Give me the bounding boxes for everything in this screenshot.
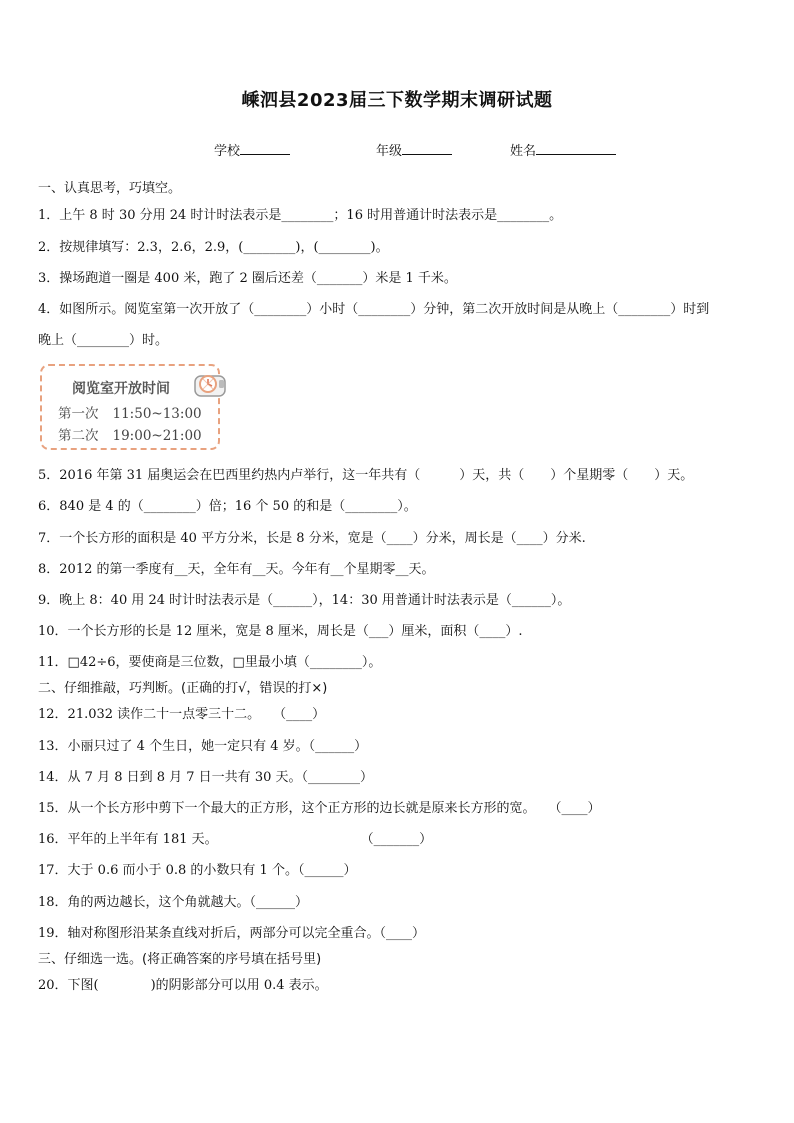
schedule-title: 阅览室开放时间 bbox=[72, 381, 170, 397]
question-12: 12．21.032 读作二十一点零三十二。 （____） bbox=[38, 707, 326, 722]
section-heading-3: 三、仔细选一选。(将正确答案的序号填在括号里) bbox=[38, 952, 322, 967]
question-18: 18．角的两边越长，这个角就越大。（______） bbox=[38, 895, 309, 910]
question-10: 10．一个长方形的长是 12 厘米，宽是 8 厘米，周长是（___）厘米，面积（____）. bbox=[38, 624, 523, 639]
question-13: 13．小丽只过了 4 个生日，她一定只有 4 岁。（______） bbox=[38, 739, 368, 754]
school-field bbox=[214, 140, 290, 159]
clock-icon bbox=[192, 370, 228, 404]
question-1: 1．上午 8 时 30 分用 24 时计时法表示是________；16 时用普通计时法表示是________。 bbox=[38, 208, 563, 223]
section-heading-2: 二、仔细推敲，巧判断。(正确的打√，错误的打×) bbox=[38, 681, 328, 696]
schedule-row-label: 第一次 bbox=[58, 406, 99, 422]
name-blank[interactable] bbox=[536, 141, 616, 155]
section-heading-1: 一、认真思考，巧填空。 bbox=[38, 181, 182, 196]
question-17: 17．大于 0.6 而小于 0.8 的小数只有 1 个。（______） bbox=[38, 863, 357, 878]
schedule-row-1 bbox=[58, 402, 202, 422]
question-3: 3．操场跑道一圈是 400 米，跑了 2 圈后还差（_______）米是 1 千米。 bbox=[38, 271, 457, 286]
name-field bbox=[510, 140, 616, 159]
schedule-row-2 bbox=[58, 424, 202, 444]
question-6: 6．840 是 4 的（________）倍；16 个 50 的和是（________）。 bbox=[38, 499, 417, 514]
grade-blank[interactable] bbox=[402, 141, 452, 155]
reading-room-schedule bbox=[40, 364, 220, 450]
question-19: 19．轴对称图形沿某条直线对折后，两部分可以完全重合。（____） bbox=[38, 926, 426, 941]
grade-label: 年级 bbox=[376, 144, 403, 159]
question-8: 8．2012 的第一季度有__天，全年有__天。今年有__个星期零__天。 bbox=[38, 562, 435, 577]
question-20: 20．下图( )的阴影部分可以用 0.4 表示。 bbox=[38, 978, 328, 993]
question-9: 9．晚上 8：40 用 24 时计时法表示是（______），14：30 用普通计时法表示是（______）。 bbox=[38, 593, 571, 608]
question-14: 14．从 7 月 8 日到 8 月 7 日一共有 30 天。（________） bbox=[38, 770, 373, 785]
question-11: 11．□42÷6，要使商是三位数，□里最小填（________）。 bbox=[38, 655, 382, 670]
question-4-continued: 晚上（________）时。 bbox=[38, 333, 169, 348]
schedule-row-time: 19:00~21:00 bbox=[112, 428, 202, 444]
question-2: 2．按规律填写：2.3，2.6，2.9，(________)，(________)。 bbox=[38, 240, 389, 255]
page-title: 嵊泗县2023届三下数学期末调研试题 bbox=[241, 90, 553, 111]
question-7: 7．一个长方形的面积是 40 平方分米，长是 8 分米，宽是（____）分米，周长是（____）分米. bbox=[38, 531, 586, 546]
school-label: 学校 bbox=[214, 144, 241, 159]
question-5: 5．2016 年第 31 届奥运会在巴西里约热内卢举行，这一年共有（ ）天，共（ ）个星期零（ ）天。 bbox=[38, 468, 694, 483]
school-blank[interactable] bbox=[240, 141, 290, 155]
question-16: 16．平年的上半年有 181 天。 （_______） bbox=[38, 832, 433, 847]
name-label: 姓名 bbox=[510, 144, 537, 159]
question-15: 15．从一个长方形中剪下一个最大的正方形，这个正方形的边长就是原来长方形的宽。 （____） bbox=[38, 801, 601, 816]
question-4: 4．如图所示。阅览室第一次开放了（________）小时（________）分钟，第二次开放时间是从晚上（________）时到 bbox=[38, 302, 710, 317]
schedule-row-time: 11:50~13:00 bbox=[112, 406, 202, 422]
grade-field bbox=[376, 140, 452, 159]
schedule-row-label: 第二次 bbox=[58, 428, 99, 444]
